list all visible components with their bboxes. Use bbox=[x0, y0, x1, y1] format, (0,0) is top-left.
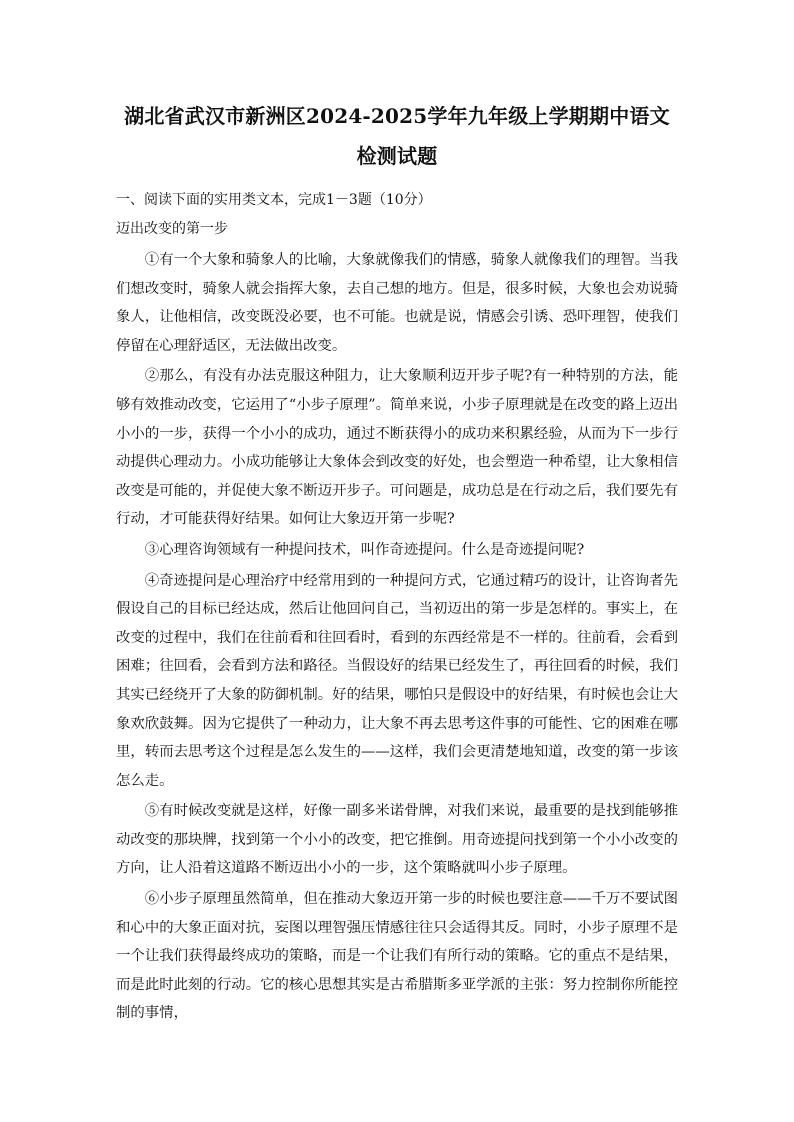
document-title-line-2: 检测试题 bbox=[356, 144, 438, 168]
paragraph-1: ①有一个大象和骑象人的比喻，大象就像我们的情感，骑象人就像我们的理智。当我们想改变时，骑象人就会指挥大象，去自己想的地方。但是，很多时候，大象也会劝说骑象人，让他相信，改变既没必要，也不可能。也就是说，情感会引诱、恐吓理智，使我们停留在心理舒适区，无法做出改变。 bbox=[116, 252, 678, 354]
document-title bbox=[116, 96, 678, 176]
paragraph-6: ⑥小步子原理虽然简单，但在推动大象迈开第一步的时候也要注意——千万不要试图和心中的大象正面对抗，妄图以理智强压情感往往只会适得其反。同时，小步子原理不是一个让我们获得最终成功的策略，而是一个让我们有所行动的策略。它的重点不是结果，而是此时此刻的行动。它的核心思想其实是古希腊斯多亚学派的主张：努力控制你所能控制的事情， bbox=[116, 891, 678, 1022]
article-title: 迈出改变的第一步 bbox=[116, 221, 228, 237]
paragraph-4: ④奇迹提问是心理治疗中经常用到的一种提问方式，它通过精巧的设计，让咨询者先假设自己的目标已经达成，然后让他回问自己，当初迈出的第一步是怎样的。事实上，在改变的过程中，我们在往前看和往回看时，看到的东西经常是不一样的。往前看，会看到困难；往回看，会看到方法和路径。当假设好的结果已经发生了，再往回看的时候，我们其实已经绕开了大象的防御机制。好的结果，哪怕只是假设中的好结果，有时候也会让大象欢欣鼓舞。因为它提供了一种动力，让大象不再去思考这件事的可能性、它的困难在哪里，转而去思考这个过程是怎么发生的——这样，我们会更清楚地知道，改变的第一步该怎么走。 bbox=[116, 572, 678, 789]
section-heading: 一、阅读下面的实用类文本，完成1－3题（10分） bbox=[116, 192, 432, 208]
document-title-line-1: 湖北省武汉市新洲区2024-2025学年九年级上学期期中语文 bbox=[124, 104, 670, 128]
paragraph-3: ③心理咨询领域有一种提问技术，叫作奇迹提问。什么是奇迹提问呢? bbox=[144, 541, 585, 558]
paragraph-5: ⑤有时候改变就是这样，好像一副多米诺骨牌，对我们来说，最重要的是找到能够推动改变的那块牌，找到第一个小小的改变，把它推倒。用奇迹提问找到第一个小小改变的方向，让人沿着这道路不断迈出小小的一步，这个策略就叫小步子原理。 bbox=[116, 803, 678, 877]
paragraph-2: ②那么，有没有办法克服这种阻力，让大象顺利迈开步子呢?有一种特别的方法，能够有效推动改变，它运用了“小步子原理”。简单来说，小步子原理就是在改变的路上迈出小小的一步，获得一个小小的成功，通过不断获得小的成功来积累经验，从而为下一步行动提供心理动力。小成功能够让大象体会到改变的好处，也会塑造一种希望，让大象相信改变是可能的，并促使大象不断迈开步子。可问题是，成功总是在行动之后，我们要先有行动，才可能获得好结果。如何让大象迈开第一步呢? bbox=[116, 368, 678, 528]
